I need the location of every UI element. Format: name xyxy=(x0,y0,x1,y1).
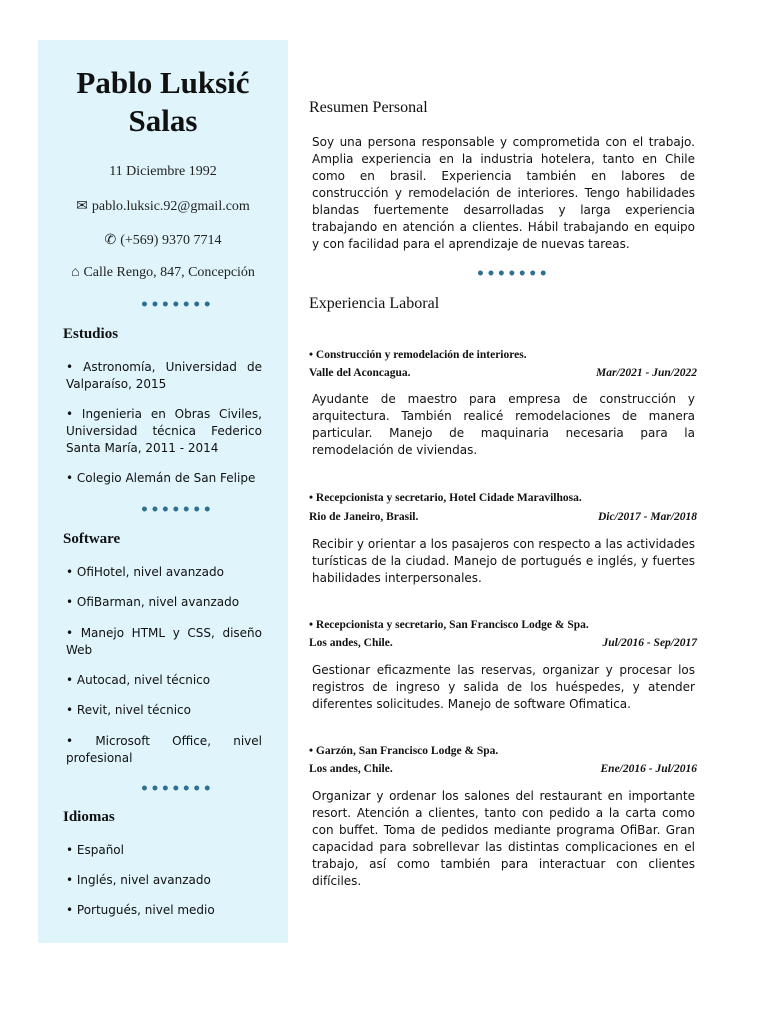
idiomas-title: Idiomas xyxy=(63,809,115,825)
email-text: pablo.luksic.92@gmail.com xyxy=(91,199,250,214)
job-description: Ayudante de maestro para empresa de construcción y arquitectura. También realicé remodelaciones de manera particular. Manejo de maquinaria necesaria para la remodelación de viviendas. xyxy=(312,392,695,457)
separator-dots: ••••••• xyxy=(476,266,550,282)
job-dates: Jul/2016 - Sep/2017 xyxy=(602,637,697,649)
phone-icon: ✆ xyxy=(104,233,117,248)
idiomas-item: • Inglés, nivel avanzado xyxy=(66,873,211,887)
job-meta xyxy=(309,637,697,649)
job-description: Recibir y orientar a los pasajeros con respecto a las actividades turísticas de la ciudad. Manejo de portugués e inglés, y fuertes habilidades interpersonales. xyxy=(312,537,695,585)
separator-dots: ••••••• xyxy=(140,297,214,313)
candidate-name xyxy=(38,64,288,140)
job-dates: Mar/2021 - Jun/2022 xyxy=(596,367,697,379)
job-meta xyxy=(309,511,697,523)
job-location: Los andes, Chile. xyxy=(309,637,393,649)
estudios-title: Estudios xyxy=(63,326,119,342)
home-icon: ⌂ xyxy=(71,265,80,280)
job-location: Valle del Aconcagua. xyxy=(309,367,411,379)
email-row xyxy=(38,198,288,215)
job-dates: Dic/2017 - Mar/2018 xyxy=(597,511,697,523)
separator-dots: ••••••• xyxy=(140,781,214,797)
phone-text: (+569) 9370 7714 xyxy=(120,233,222,248)
job-description: Gestionar eficazmente las reservas, organizar y procesar los registros de ingreso y salida de los huéspedes, y atender diferentes solicitudes. Manejo de software Ofimatica. xyxy=(312,663,695,711)
separator-dots: ••••••• xyxy=(140,502,214,518)
software-item: • Manejo HTML y CSS, diseño Web xyxy=(66,626,262,657)
idiomas-item: • Portugués, nivel medio xyxy=(66,903,215,917)
job-meta xyxy=(309,763,697,775)
job-title: • Construcción y remodelación de interiores. xyxy=(309,349,527,361)
software-item: • Autocad, nivel técnico xyxy=(66,673,211,687)
estudios-item: • Ingenieria en Obras Civiles, Universidad técnica Federico Santa María, 2011 - 2014 xyxy=(66,407,262,455)
name-line-2: Salas xyxy=(128,103,198,138)
job-dates: Ene/2016 - Jul/2016 xyxy=(600,763,697,775)
software-item: • OfiHotel, nivel avanzado xyxy=(66,565,224,579)
estudios-item: • Astronomía, Universidad de Valparaíso, 2015 xyxy=(66,360,262,391)
job-title: • Recepcionista y secretario, Hotel Cidade Maravilhosa. xyxy=(309,492,582,504)
phone-row xyxy=(38,232,288,249)
envelope-icon: ✉ xyxy=(76,199,88,214)
idiomas-item: • Español xyxy=(66,843,124,857)
address-row xyxy=(38,265,288,281)
estudios-item: • Colegio Alemán de San Felipe xyxy=(66,471,256,485)
resumen-title: Resumen Personal xyxy=(309,99,428,116)
sidebar xyxy=(38,40,288,943)
job-description: Organizar y ordenar los salones del restaurant en importante resort. Atención a clientes, tanto con pedido a la carta como con buffet. Toma de pedidos mediante programa OfiBar. Gran capacidad para sobrellevar las distintas complicaciones en el trabajo, así como también para interactuar con clientes difíciles. xyxy=(312,789,695,888)
job-location: Los andes, Chile. xyxy=(309,763,393,775)
experiencia-title: Experiencia Laboral xyxy=(309,295,440,312)
job-meta xyxy=(309,367,697,379)
birth-date: 11 Diciembre 1992 xyxy=(109,164,217,179)
software-item: • Microsoft Office, nivel profesional xyxy=(66,734,262,765)
software-title: Software xyxy=(63,531,121,547)
job-location: Rio de Janeiro, Brasil. xyxy=(309,511,419,523)
address-text: Calle Rengo, 847, Concepción xyxy=(83,265,255,280)
software-item: • Revit, nivel técnico xyxy=(66,703,191,717)
software-item: • OfiBarman, nivel avanzado xyxy=(66,595,240,609)
name-line-1: Pablo Luksić xyxy=(76,65,250,100)
resumen-text: Soy una persona responsable y comprometida con el trabajo. Amplia experiencia en la industria hotelera, tanto en Chile como en brasil. Experiencia también en labores de construcción y remodelación de interiores. Tengo habilidades blandas fuertemente desarrolladas y larga experiencia trabajando en atención a clientes. Hábil trabajando en equipo y con facilidad para el aprendizaje de nuevas tareas. xyxy=(312,135,695,251)
job-title: • Garzón, San Francisco Lodge & Spa. xyxy=(309,745,499,757)
job-title: • Recepcionista y secretario, San Francisco Lodge & Spa. xyxy=(309,619,589,631)
